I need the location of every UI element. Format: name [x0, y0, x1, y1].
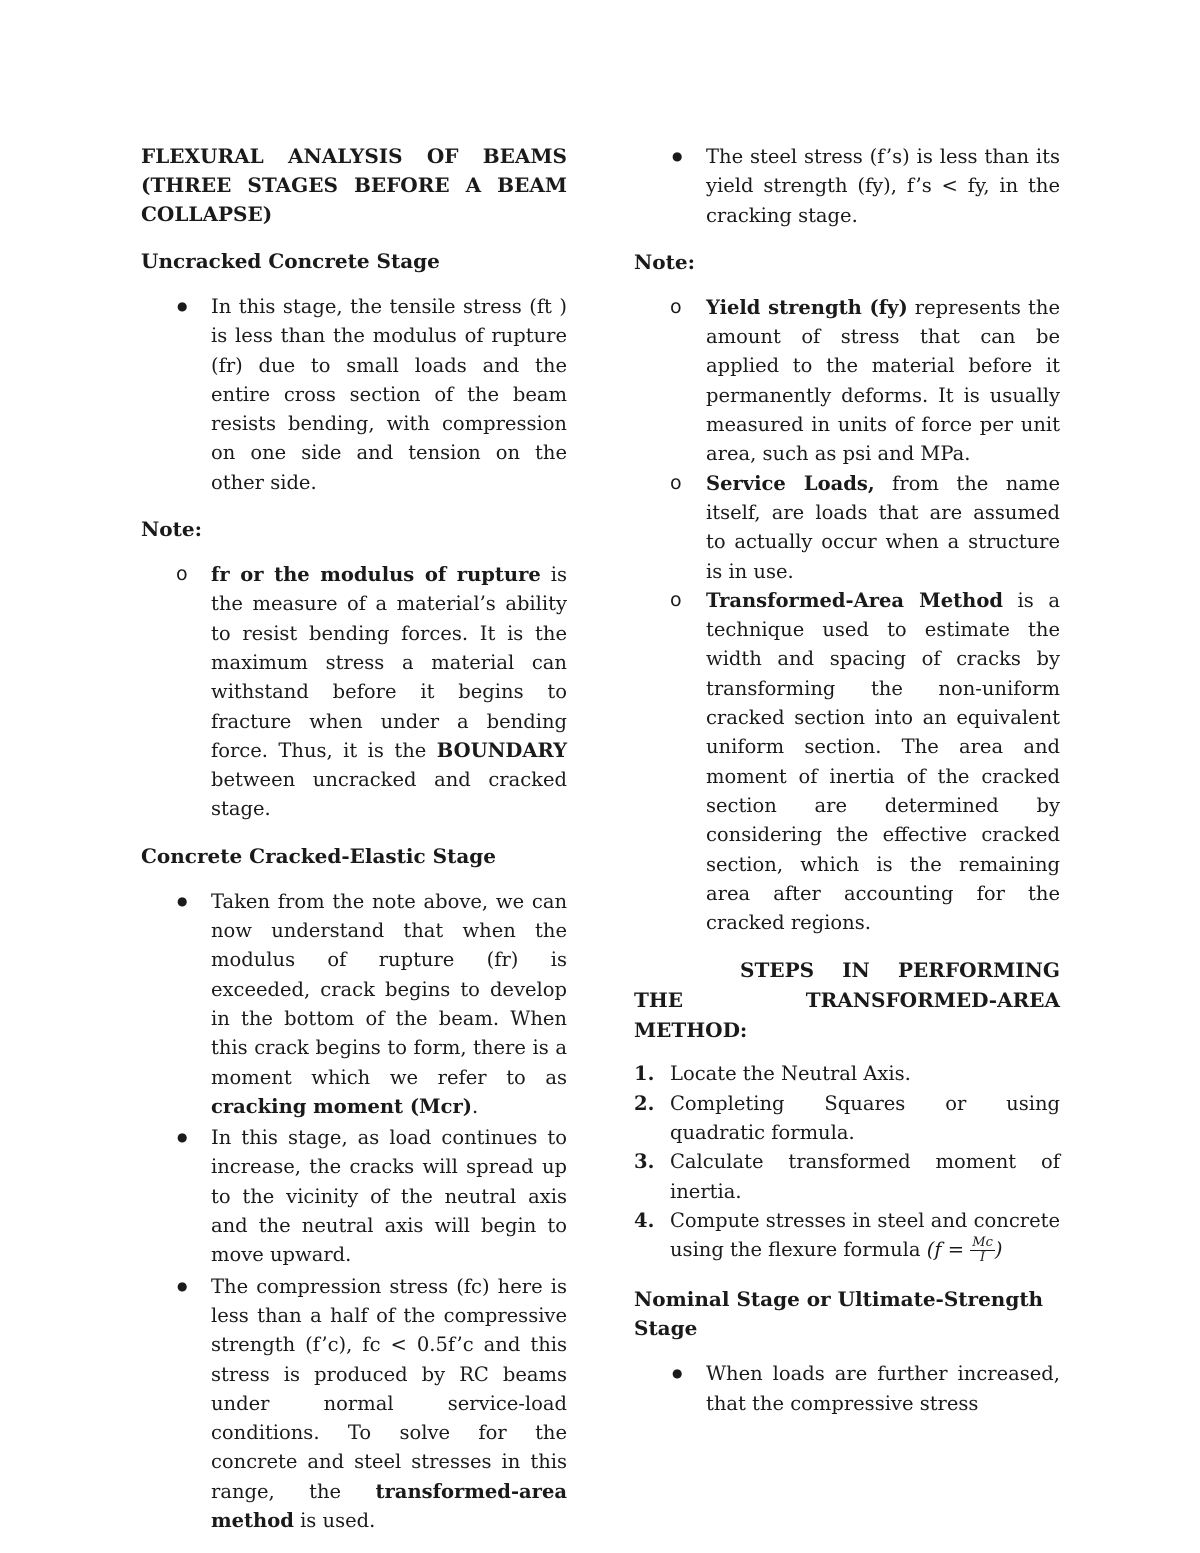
list-item: [141, 560, 567, 824]
note-term: Service Loads,: [706, 471, 875, 495]
title-line-2: (THREE STAGES BEFORE A BEAM: [141, 173, 567, 197]
note-text: represents the amount of stress that can be applied to the material before it permanently deforms. It is usually measured in units of force per unit area, such as psi and MPa.: [706, 295, 1060, 466]
formula-denominator: I: [980, 1250, 986, 1266]
list-item: [634, 469, 1060, 586]
bullet-term: transformed-area method: [211, 1479, 567, 1532]
step-number: 2.: [634, 1091, 655, 1115]
note-text: between uncracked and cracked stage.: [211, 768, 567, 821]
step-text: Calculate transformed moment of inertia.: [670, 1150, 1060, 1203]
list-item: [634, 1147, 1060, 1206]
steps-heading-line-1: STEPS IN PERFORMING: [740, 958, 1060, 983]
cracked-note-list: [634, 293, 1060, 938]
formula-fraction: [970, 1236, 995, 1265]
cracked-bullet-list: [141, 887, 567, 1536]
list-item: ● In this stage, the tensile stress (ft ) is less than the modulus of rupture (fr) due to small loads and the entire cross section of the beam resists bending, with compression on one side and tension on the other side.: [141, 292, 567, 497]
step-text: Completing Squares or using quadratic formula.: [670, 1091, 1060, 1145]
note-label: Note:: [141, 517, 202, 542]
cracked-bullet-list-continued: [634, 142, 1060, 230]
bullet-term: cracking moment (Mcr): [211, 1094, 473, 1118]
list-item: [634, 1206, 1060, 1265]
note-term: Transformed-Area Method: [706, 588, 1003, 612]
steps-heading-line-3: METHOD:: [634, 1018, 748, 1043]
step-text: Locate the Neutral Axis.: [670, 1062, 911, 1086]
step-number: 4.: [634, 1208, 655, 1232]
nominal-bullet-list: [634, 1359, 1060, 1418]
note-text: is a technique used to estimate the width and spacing of cracks by transforming the non-uniform cracked section into an equivalent uniform section. The area and moment of inertia of the cracked section are determined by considering the effective cracked section, which is the remaining area after accounting for the cracked regions.: [706, 588, 1060, 935]
list-item: ● In this stage, as load continues to increase, the cracks will spread up to the vicinity of the neutral axis and the neutral axis will begin to move upward.: [141, 1123, 567, 1269]
formula-numerator: Mc: [972, 1235, 993, 1251]
note-term: Yield strength (fy): [706, 295, 908, 319]
step-number: 1.: [634, 1062, 655, 1086]
steps-heading: [634, 955, 1060, 1045]
list-item: [634, 293, 1060, 469]
note-term: fr or the modulus of rupture: [211, 563, 541, 587]
list-item: [634, 586, 1060, 938]
note-text: from the name itself, are loads that are assumed to actually occur when a structure is in use.: [706, 471, 1061, 583]
heading-cracked-elastic-stage: Concrete Cracked-Elastic Stage: [141, 843, 497, 868]
right-column: [634, 142, 1060, 1418]
steps-heading-line-2: THE TRANSFORMED-AREA: [634, 988, 1060, 1013]
uncracked-bullet-list: [141, 292, 567, 497]
note-text: is the measure of a material’s ability to resist bending forces. It is the maximum stress a material can withstand before it begins to fracture when under a bending force. Thus, it is the: [211, 563, 567, 762]
step-text: Compute stresses in steel and concrete using the flexure formula: [670, 1208, 1060, 1262]
list-item: ● The steel stress (f’s) is less than its yield strength (fy), f’s < fy, in the cracking stage.: [634, 142, 1060, 230]
title-line-3: COLLAPSE): [141, 202, 273, 226]
left-column: [141, 142, 567, 1535]
bullet-text: Taken from the note above, we can now understand that when the modulus of rupture (fr) is exceeded, crack begins to develop in the bottom of the beam. When this crack begins to form, there is a moment which we refer to as: [211, 889, 567, 1089]
list-item: [141, 1272, 567, 1536]
bullet-text: is used.: [293, 1508, 376, 1532]
formula-lhs: (f =: [926, 1238, 971, 1262]
bullet-text: The compression stress (fc) here is less than a half of the compressive strength (f’c), fc < 0.5f’c and this stress is produced by RC beams under normal service-load conditions. To solve for the concrete and steel stresses in this range, the: [211, 1274, 567, 1503]
heading-nominal-stage: Nominal Stage or Ultimate-Strength Stage: [634, 1287, 1044, 1341]
note-label: Note:: [634, 249, 695, 274]
list-item: [141, 887, 567, 1121]
note-term: BOUNDARY: [436, 738, 567, 762]
title-line-1: FLEXURAL ANALYSIS OF BEAMS: [141, 144, 567, 168]
step-number: 3.: [634, 1150, 655, 1174]
list-item: ● When loads are further increased, that the compressive stress: [634, 1359, 1060, 1418]
document-title: [141, 142, 567, 229]
steps-list: [634, 1059, 1060, 1265]
uncracked-note-list: [141, 560, 567, 824]
bullet-text: .: [472, 1094, 479, 1118]
flexure-formula: [926, 1235, 1003, 1266]
formula-rhs: ): [994, 1238, 1003, 1262]
list-item: [634, 1059, 1060, 1088]
heading-uncracked-stage: Uncracked Concrete Stage: [141, 249, 440, 273]
list-item: [634, 1089, 1060, 1148]
